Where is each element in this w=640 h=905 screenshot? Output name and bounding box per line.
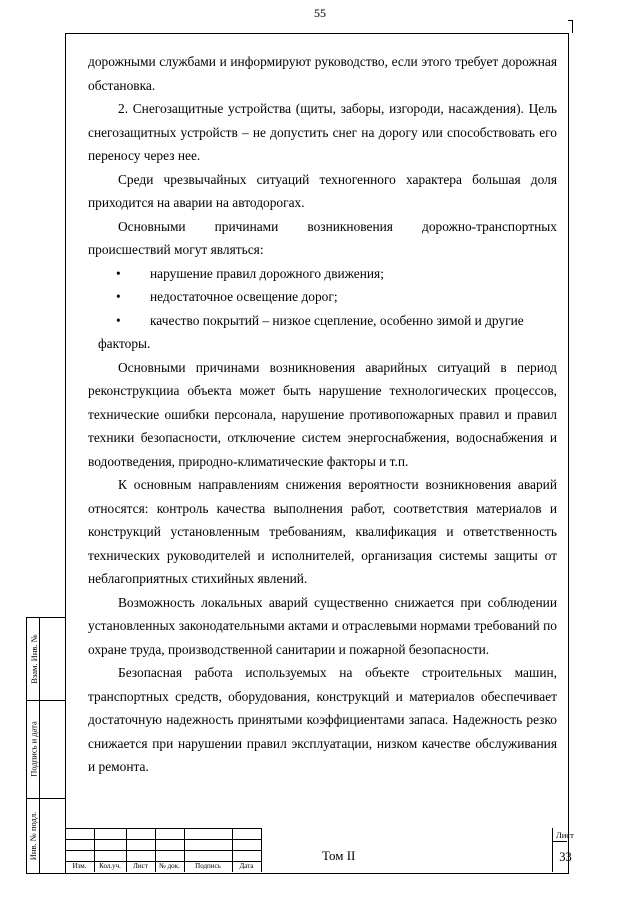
sheet-label: Лист: [556, 830, 574, 840]
side-stamp-original-inv: Инв. № подл.: [28, 811, 39, 860]
list-item-text: недостаточное освещение дорог;: [150, 289, 338, 304]
page-number-top: 55: [314, 6, 326, 20]
title-block: [65, 828, 567, 872]
paragraph: 2. Снегозащитные устройства (щиты, заборы, изгороди, насаждения). Цель снегозащитных устройств – не допустить снег на дорогу или способствовать его переносу через нее.: [88, 101, 557, 163]
paragraph: дорожными службами и информируют руководство, если этого требует дорожная обстановка.: [88, 54, 557, 93]
side-stamp: [26, 617, 66, 874]
list-item-text: нарушение правил дорожного движения;: [150, 265, 384, 281]
bullet-glyph: •: [116, 265, 121, 281]
paragraph: К основным направлениям снижения вероятности возникновения аварий относятся: контроль качества выполнения работ, соответствия материалов и конструкций установленным требованиям, квалификация и ответственность технических руководителей и исполнителей, организация системы защиты от неблагоприятных стихийных явлений.: [88, 477, 557, 586]
column-label-count: Кол.уч.: [99, 862, 121, 870]
side-stamp-signature-date: Подпись и дата: [28, 721, 39, 777]
side-stamp-replaced-inv: Взам. Инв. №: [28, 634, 39, 684]
sheet-number: 33: [559, 850, 572, 864]
column-label-date: Дата: [239, 862, 254, 870]
paragraph: Основными причинами возникновения аварийных ситуаций в период реконструкцииа объекта может быть нарушение технологических процессов, технические ошибки персонала, нарушение противопожарных правил и правил техники безопасности, отключение систем энергоснабжения, водоснабжения и водоотведения, природно-климатические факторы и т.п.: [88, 359, 557, 469]
list-item: [88, 309, 557, 333]
paragraph: Безопасная работа используемых на объекте строительных машин, транспортных средств, оборудования, конструкций и материалов обеспечивает достаточную надежность принятыми коэффициентами запаса. Надежность резко снижается при нарушении правил эксплуатации, низком качестве обслуживания и ремонта.: [88, 665, 557, 774]
column-label-doc-number: № док.: [159, 862, 180, 870]
paragraph: Возможность локальных аварий существенно снижается при соблюдении установленных законодательными актами и отраслевыми нормами требований по охране труда, производственной санитарии и пожарной безопасности.: [88, 594, 557, 657]
list-item: [88, 262, 557, 286]
bullet-glyph: •: [116, 289, 121, 304]
volume-label: Том II: [322, 848, 356, 863]
bullet-list: [88, 262, 557, 356]
frame-corner-right: [568, 20, 573, 33]
column-label-sheet: Лист: [133, 862, 148, 870]
column-label-change: Изм.: [72, 862, 87, 870]
bullet-glyph: •: [116, 312, 121, 328]
column-label-signature: Подпись: [195, 862, 221, 870]
title-block-line: [261, 828, 262, 872]
title-block-line: [552, 841, 567, 842]
paragraph: Основными причинами возникновения дорожно-транспортных происшествий могут являться:: [88, 218, 557, 257]
list-item-continuation: факторы.: [98, 336, 151, 351]
list-item: [88, 285, 557, 309]
paragraph: Среди чрезвычайных ситуаций техногенного характера большая доля приходится на аварии на автодорогах.: [88, 171, 557, 210]
document-body: [88, 50, 557, 779]
list-item-text: качество покрытий – низкое сцепление, особенно зимой и другие: [150, 312, 524, 328]
